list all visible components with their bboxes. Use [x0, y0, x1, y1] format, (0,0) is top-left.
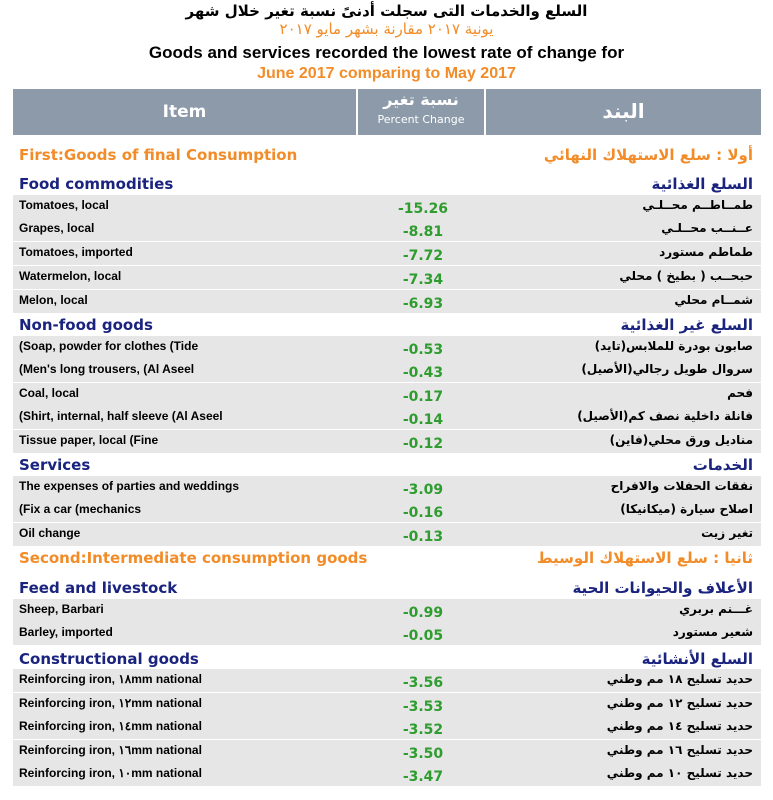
header-band-cell [486, 89, 761, 135]
category-label-english: Feed and livestock [19, 579, 178, 597]
category-label-arabic: الخدمات [692, 456, 753, 474]
table-row [13, 669, 761, 693]
table-row [13, 499, 761, 523]
header-band-label: البند [602, 99, 645, 123]
item-name-english: Tomatoes, local [19, 198, 109, 212]
item-name-arabic: حديد تسليح ١٢ مم وطني [606, 696, 753, 710]
table-row [13, 740, 761, 764]
item-name-arabic: شعير مستورد [672, 625, 753, 639]
item-name-arabic: طمــاطــم محــلـي [642, 198, 753, 212]
item-name-arabic: تغير زيت [701, 526, 753, 540]
section-label-arabic: أولا : سلع الاستهلاك النهائي [543, 146, 753, 164]
header-item-label: Item [162, 102, 207, 122]
table-row [13, 599, 761, 623]
item-name-arabic: فانلة داخلية نصف كم(الأصيل) [577, 409, 753, 423]
table-row [13, 523, 761, 547]
item-name-arabic: اصلاح سيارة (ميكانيكا) [620, 502, 753, 516]
item-name-english: Tomatoes, imported [19, 245, 133, 259]
item-name-arabic: طماطم مستورد [659, 245, 753, 259]
category-heading-row [13, 648, 761, 670]
percent-change-value: -0.13 [402, 529, 444, 545]
percent-change-value: -0.16 [402, 505, 444, 521]
item-name-english: Reinforcing iron, ١٨mm national [19, 672, 202, 686]
percent-change-value: -6.93 [402, 296, 444, 312]
percent-change-value: -8.81 [402, 224, 444, 240]
table-row [13, 406, 761, 430]
table-row [13, 218, 761, 242]
item-name-english: Melon, local [19, 293, 88, 307]
title-arabic-line2: يونية ٢٠١٧ مقارنة بشهر مايو ٢٠١٧ [279, 20, 494, 38]
header-item-cell [13, 89, 356, 135]
item-name-english: Grapes, local [19, 221, 95, 235]
table-row [13, 693, 761, 717]
percent-change-value: -3.47 [402, 769, 444, 785]
percent-change-value: -3.09 [402, 482, 444, 498]
percent-change-value: -3.52 [402, 722, 444, 738]
table-row [13, 242, 761, 266]
item-name-arabic: حديد تسليح ١٤ مم وطني [606, 719, 753, 733]
category-label-english: Non-food goods [19, 316, 153, 334]
table-row [13, 476, 761, 500]
item-name-english: Reinforcing iron, ١٦mm national [19, 743, 202, 757]
item-name-arabic: نفقات الحفلات والافراح [610, 479, 753, 493]
table-row [13, 336, 761, 360]
category-heading-row [13, 173, 761, 195]
category-label-arabic: السلع الغذائية [651, 175, 753, 193]
item-name-arabic: غـــنم بربري [679, 602, 753, 616]
section-heading-row [13, 143, 761, 169]
title-arabic-line1: السلع والخدمات التى سجلت أدنىً نسبة تغير خلال شهر [185, 2, 588, 20]
category-label-english: Services [19, 456, 91, 474]
category-label-arabic: السلع الأنشائية [641, 650, 753, 668]
item-name-english: Sheep, Barbari [19, 602, 104, 616]
item-name-english: (Men's long trousers, (Al Aseel [19, 362, 195, 376]
percent-change-value: -3.56 [402, 675, 444, 691]
percent-change-value: -0.53 [402, 342, 444, 358]
section-label-english: First:Goods of final Consumption [19, 146, 298, 164]
percent-change-value: -7.72 [402, 248, 444, 264]
item-name-english: Barley, imported [19, 625, 113, 639]
table-row [13, 290, 761, 314]
table-row [13, 195, 761, 219]
item-name-english: (Soap, powder for clothes (Tide [19, 339, 199, 353]
item-name-arabic: حديد تسليح ١٠ مم وطني [606, 766, 753, 780]
item-name-arabic: حديد تسليح ١٨ مم وطني [606, 672, 753, 686]
table-row [13, 383, 761, 407]
item-name-english: Tissue paper, local (Fine [19, 433, 159, 447]
table-row [13, 430, 761, 454]
item-name-english: (Fix a car (mechanics [19, 502, 142, 516]
item-name-english: The expenses of parties and weddings [19, 479, 240, 493]
table-row [13, 763, 761, 787]
percent-change-value: -0.14 [402, 412, 444, 428]
header-percent-cell [358, 89, 484, 135]
item-name-english: Watermelon, local [19, 269, 122, 283]
category-label-arabic: الأعلاف والحيوانات الحية [572, 579, 753, 597]
item-name-english: Coal, local [19, 386, 80, 400]
section-label-english: Second:Intermediate consumption goods [19, 549, 368, 567]
item-name-english: Reinforcing iron, ١٤mm national [19, 719, 202, 733]
section-label-arabic: ثانيا : سلع الاستهلاك الوسيط [537, 549, 753, 567]
percent-change-value: -3.50 [402, 746, 444, 762]
item-name-english: Reinforcing iron, ١٠mm national [19, 766, 202, 780]
percent-change-value: -7.34 [402, 272, 444, 288]
percent-change-value: -0.43 [402, 365, 444, 381]
item-name-arabic: شمــام محلي [674, 293, 753, 307]
percent-change-value: -0.99 [402, 605, 444, 621]
percent-change-value: -0.17 [402, 389, 444, 405]
item-name-arabic: مناديل ورق محلي(فاين) [609, 433, 753, 447]
table-row [13, 266, 761, 290]
table-row [13, 622, 761, 646]
percent-change-value: -3.53 [402, 699, 444, 715]
item-name-arabic: حبحــب ( بطيخ ) محلي [619, 269, 753, 283]
section-heading-row [13, 546, 761, 572]
item-name-arabic: سروال طويل رجالي(الأصيل) [581, 362, 753, 376]
header-percent-arabic: نسبة تغير [383, 90, 459, 109]
title-english-line1: Goods and services recorded the lowest rate of change for [148, 43, 625, 62]
category-label-english: Constructional goods [19, 650, 199, 668]
category-heading-row [13, 454, 761, 476]
table-row [13, 359, 761, 383]
header-percent-english: Percent Change [377, 113, 465, 126]
item-name-english: Oil change [19, 526, 81, 540]
item-name-arabic: حديد تسليح ١٦ مم وطني [606, 743, 753, 757]
percent-change-value: -15.26 [397, 201, 449, 217]
percent-change-value: -0.05 [402, 628, 444, 644]
category-label-arabic: السلع غير الغذائية [620, 316, 753, 334]
percent-change-value: -0.12 [402, 436, 444, 452]
category-label-english: Food commodities [19, 175, 174, 193]
category-heading-row [13, 314, 761, 336]
item-name-arabic: عــنــب محــلـي [661, 221, 753, 235]
title-english-line2: June 2017 comparing to May 2017 [257, 65, 516, 82]
category-heading-row [13, 577, 761, 599]
item-name-english: (Shirt, internal, half sleeve (Al Aseel [19, 409, 223, 423]
item-name-arabic: صابون بودرة للملابس(تايد) [594, 339, 753, 353]
item-name-english: Reinforcing iron, ١٢mm national [19, 696, 202, 710]
table-row [13, 716, 761, 740]
item-name-arabic: فحم [727, 386, 753, 400]
